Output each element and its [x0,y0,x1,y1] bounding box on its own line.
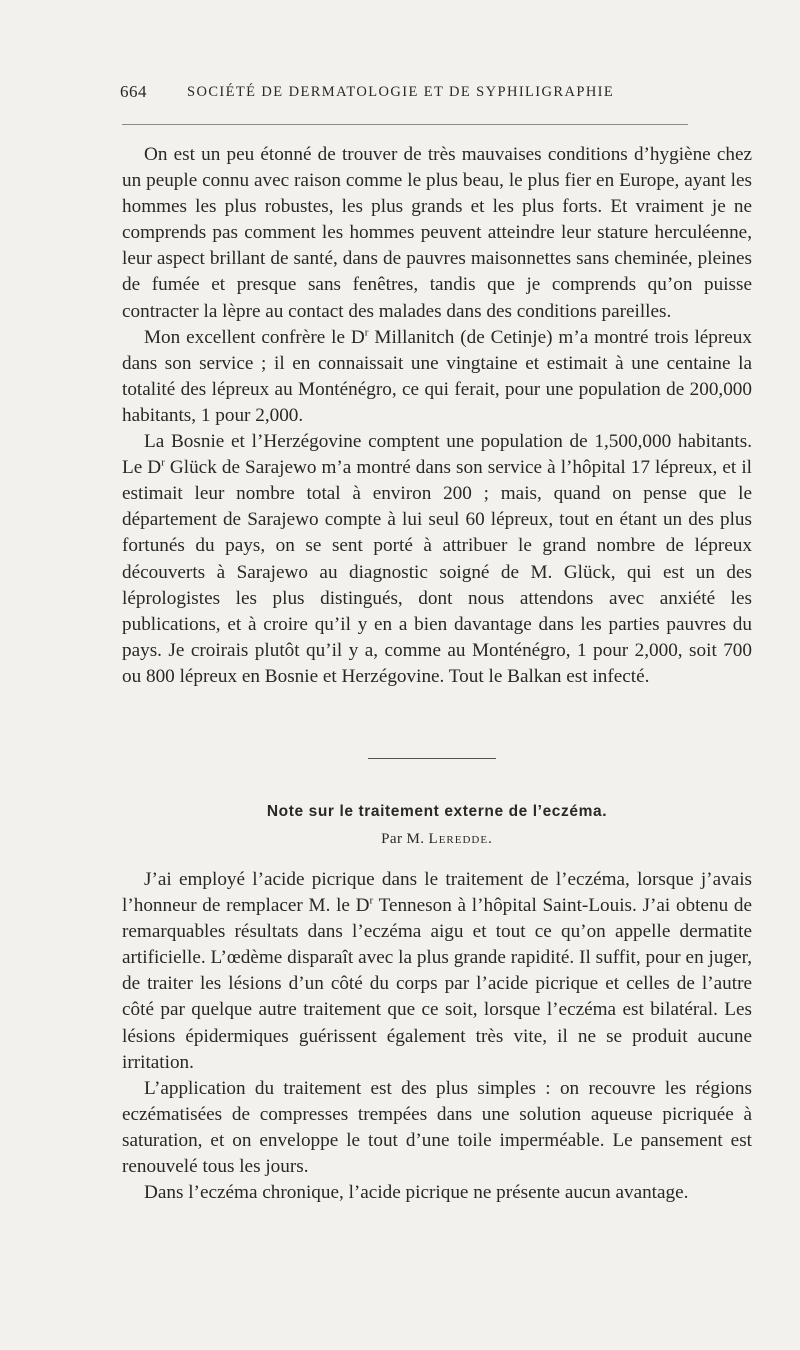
running-title: SOCIÉTÉ DE DERMATOLOGIE ET DE SYPHILIGRAPHIE [187,84,615,100]
eczema-text-block [122,867,752,1206]
page-number: 664 [120,82,147,101]
leprosy-text-block [122,142,752,690]
paragraph: La Bosnie et l’Herzégovine comptent une population de 1,500,000 habitants. Le $D^r$ Glück de Sarajewo m’a montré dans son service à l’hôpital 17 lépreux, et il estimait leur nombre total à environ 200 ; mais, quand on pense que le département de Sarajewo compte à lui seul 60 lépreux, tout en étant un des plus fortunés du pays, on se sent porté à attribuer le grand nombre de lépreux découverts à Sarajewo au diagnostic soigné de M. Glück, qui est un des léprologistes les plus distingués, dont nous attendons avec anxiété les publications, et à croire qu’il y en a bien davantage dans les parties pauvres du pays. Je croirais plutôt qu’il y a, comme au Monténégro, 1 pour 2,000, soit 700 ou 800 lépreux en Bosnie et Herzégovine. Tout le Balkan est infecté. [122,431,752,687]
section-title: Note sur le traitement externe de l’eczéma. [266,803,608,820]
header-rule [122,124,688,125]
paragraph: Mon excellent confrère le $D^r$ Millanitch (de Cetinje) m’a montré trois lépreux dans son service ; il en connaissait une vingtaine et estimait à une centaine la totalité des lépreux au Monténégro, ce qui ferait, pour une population de 200,000 habitants, 1 pour 2,000. [122,326,752,426]
byline-prefix: Par M. [381,831,425,847]
byline-author: Leredde. [428,831,493,847]
paragraph: J’ai employé l’acide picrique dans le traitement de l’eczéma, lorsque j’avais l’honneur de remplacer M. le $D^r$ Tenneson à l’hôpital Saint-Louis. J’ai obtenu de remarquables résultats dans l’eczéma aigu et tout ce qu’on appelle dermatite artificielle. L’œdème disparaît avec la plus grande rapidité. Il suffit, pour en juger, de traiter les lésions d’un côté du corps par l’acide picrique et celles de l’autre côté par quelque autre traitement que ce soit, lorsque l’eczéma est bilatéral. Les lésions épidermiques guérissent également très vite, il ne se produit aucune irritation. [122,869,752,1073]
paragraph: Dans l’eczéma chronique, l’acide picrique ne présente aucun avantage. [144,1182,689,1204]
paragraph: L’application du traitement est des plus simples : on recouvre les régions eczématisées de compresses trempées dans une solution aqueuse picriquée à saturation, et on enveloppe le tout d’une toile imperméable. Le pansement est renouvelé tous les jours. [122,1077,752,1178]
section-divider [368,758,496,759]
byline [122,831,752,848]
paragraph: On est un peu étonné de trouver de très mauvaises conditions d’hygiène chez un peuple connu avec raison comme le plus beau, le plus fier en Europe, ayant les hommes les plus robustes, les plus grands et les plus forts. Et vraiment je ne comprends pas comment les hommes peuvent atteindre leur stature herculéenne, leur aspect brillant de santé, dans de pauvres maisonnettes sans cheminée, pleines de fumée et presque sans fenêtres, tandis que je comprends qu’on puisse contracter la lèpre au contact des malades dans des conditions pareilles. [122,144,752,322]
